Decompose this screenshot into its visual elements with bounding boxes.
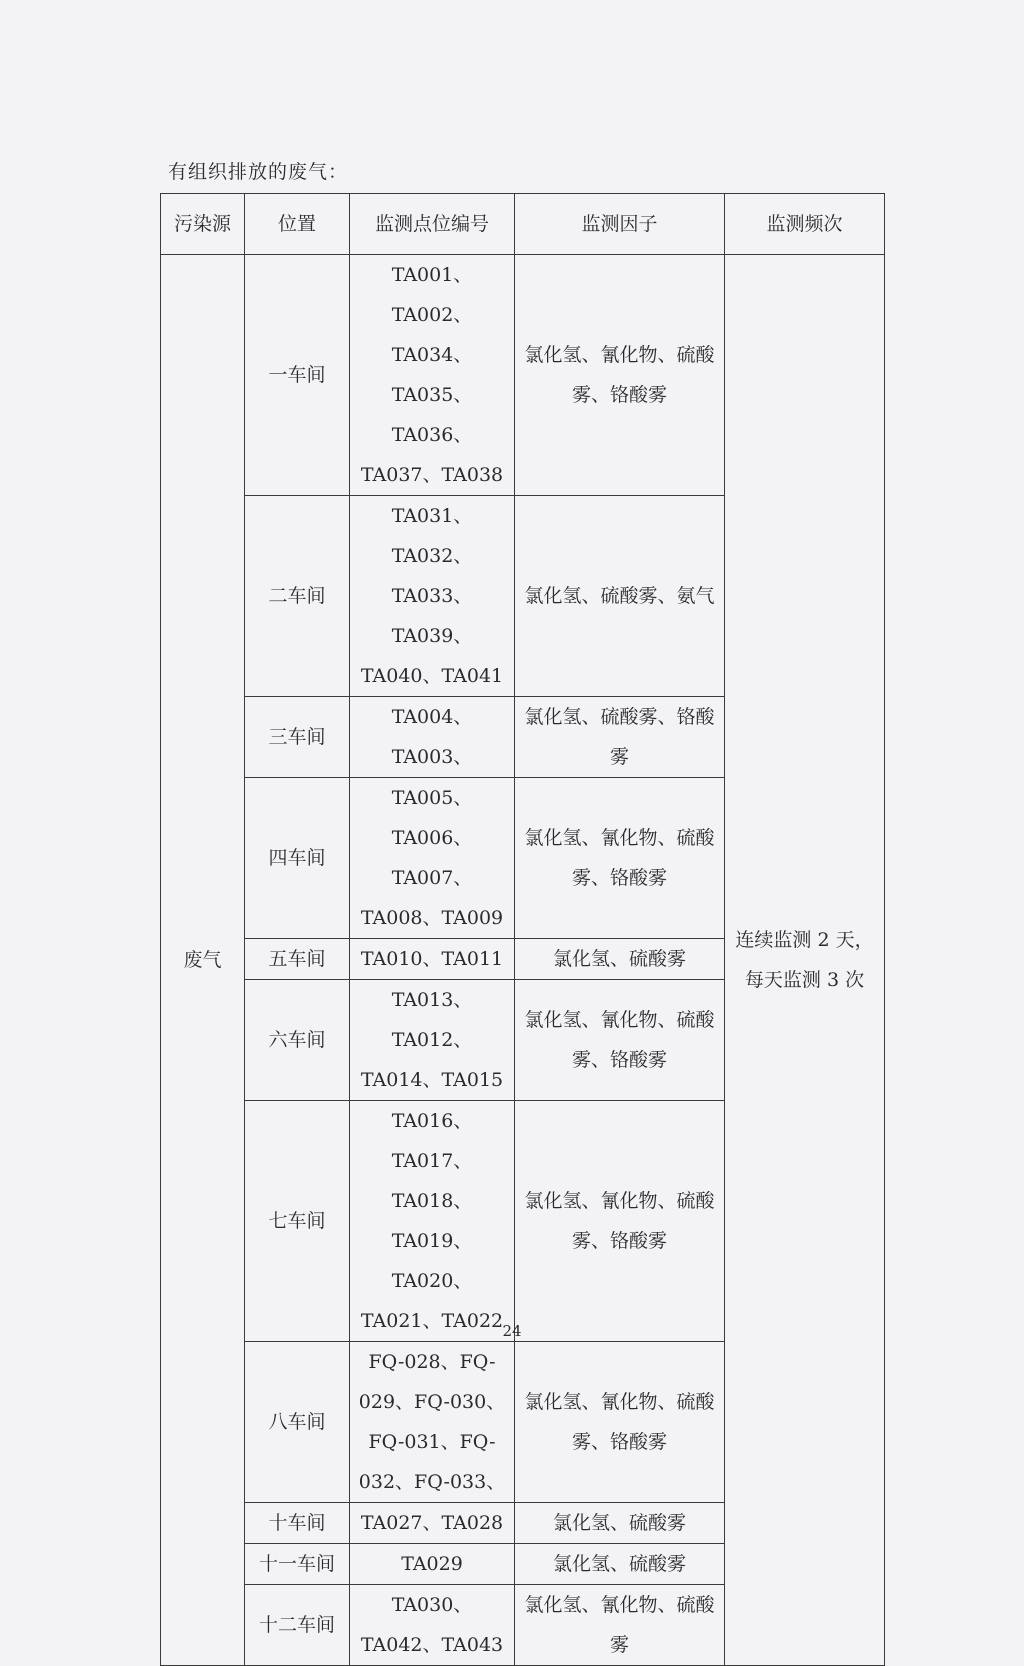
points-cell: TA013、TA012、TA014、TA015 (350, 980, 515, 1101)
header-factors: 监测因子 (515, 194, 725, 255)
page-number: 24 (502, 1322, 522, 1340)
section-heading: 有组织排放的废气： (168, 161, 349, 183)
factors-cell: 氯化氢、氰化物、硫酸雾、铬酸雾 (515, 1342, 725, 1503)
location-cell: 十车间 (245, 1503, 350, 1544)
points-cell: TA005、TA006、TA007、TA008、TA009 (350, 778, 515, 939)
points-cell: TA004、TA003、 (350, 697, 515, 778)
location-cell: 八车间 (245, 1342, 350, 1503)
monitoring-table (160, 193, 885, 1666)
location-cell: 六车间 (245, 980, 350, 1101)
location-cell: 二车间 (245, 496, 350, 697)
source-cell: 废气 (161, 255, 245, 1666)
points-cell: TA010、TA011 (350, 939, 515, 980)
frequency-cell: 连续监测 2 天，每天监测 3 次 (725, 255, 885, 1666)
table-header (161, 194, 885, 255)
table-body (161, 255, 885, 1666)
points-cell: TA001、TA002、TA034、TA035、TA036、TA037、TA038 (350, 255, 515, 496)
location-cell: 五车间 (245, 939, 350, 980)
factors-cell: 氯化氢、氰化物、硫酸雾 (515, 1585, 725, 1666)
points-cell: FQ-028、FQ-029、FQ-030、FQ-031、FQ-032、FQ-033、 (350, 1342, 515, 1503)
header-points: 监测点位编号 (350, 194, 515, 255)
points-cell: TA029 (350, 1544, 515, 1585)
factors-cell: 氯化氢、氰化物、硫酸雾、铬酸雾 (515, 778, 725, 939)
location-cell: 十一车间 (245, 1544, 350, 1585)
factors-cell: 氯化氢、硫酸雾、铬酸雾 (515, 697, 725, 778)
factors-cell: 氯化氢、硫酸雾、氨气 (515, 496, 725, 697)
factors-cell: 氯化氢、硫酸雾 (515, 1503, 725, 1544)
factors-cell: 氯化氢、硫酸雾 (515, 1544, 725, 1585)
location-cell: 四车间 (245, 778, 350, 939)
factors-cell: 氯化氢、硫酸雾 (515, 939, 725, 980)
points-cell: TA030、TA042、TA043 (350, 1585, 515, 1666)
location-cell: 十二车间 (245, 1585, 350, 1666)
points-cell: TA027、TA028 (350, 1503, 515, 1544)
header-source: 污染源 (161, 194, 245, 255)
table-row (161, 255, 885, 496)
location-cell: 三车间 (245, 697, 350, 778)
location-cell: 七车间 (245, 1101, 350, 1342)
factors-cell: 氯化氢、氰化物、硫酸雾、铬酸雾 (515, 980, 725, 1101)
factors-cell: 氯化氢、氰化物、硫酸雾、铬酸雾 (515, 255, 725, 496)
header-location: 位置 (245, 194, 350, 255)
points-cell: TA016、TA017、TA018、TA019、TA020、TA021、TA022 (350, 1101, 515, 1342)
header-frequency: 监测频次 (725, 194, 885, 255)
factors-cell: 氯化氢、氰化物、硫酸雾、铬酸雾 (515, 1101, 725, 1342)
location-cell: 一车间 (245, 255, 350, 496)
points-cell: TA031、TA032、TA033、TA039、TA040、TA041 (350, 496, 515, 697)
